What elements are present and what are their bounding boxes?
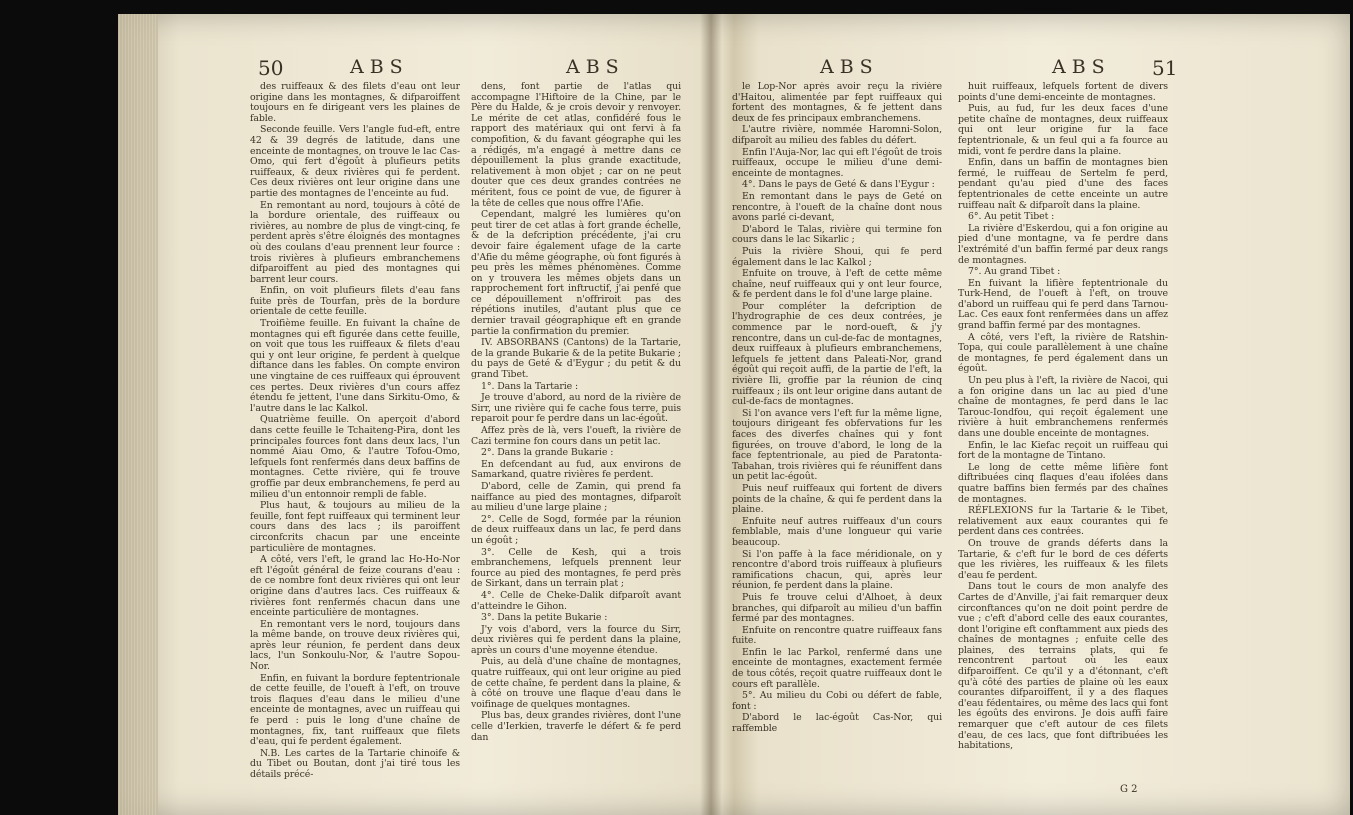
paragraph: Enfin, en fuivant la bordure feptentrionale de cette feuille, de l'oueft à l'eft, on trouve trois flaques d'eau dans le milieu d'une enceinte de montagnes, avec un ruiffeau qui fe perd : puis le long d'une chaîne de montagnes, fix, tant ruiffeaux que filets d'eau, qui fe perdent également.	[250, 672, 460, 748]
left-column-2	[471, 82, 681, 782]
paragraph: RÉFLEXIONS fur la Tartarie & le Tibet, relativement aux eaux courantes qui fe perdent dans ces contrées.	[958, 505, 1168, 538]
paragraph: Enfuite neuf autres ruiffeaux d'un cours femblable, mais d'une longueur qui varie beaucoup.	[732, 515, 942, 548]
left-page-number: 50	[258, 56, 284, 80]
paragraph: Enfin l'Auja-Nor, lac qui eft l'égoût de trois ruiffeaux, occupe le milieu d'une demi-enceinte de montagnes.	[732, 146, 942, 179]
left-header-right: ABS	[566, 56, 625, 78]
paragraph: 3°. Celle de Kesh, qui a trois embranchemens, lefquels prennent leur fource au pied des montagnes, fe perd près de Sirkant, dans un terrain plat ;	[471, 546, 681, 590]
paragraph: 4°. Celle de Cheke-Dalik difparoît avant d'atteindre le Gihon.	[471, 589, 681, 612]
right-column-1	[732, 82, 942, 782]
paragraph: Enfuite on trouve, à l'eft de cette même chaîne, neuf ruiffeaux qui y ont leur fource, & fe perdent dans le fol d'une large plaine.	[732, 268, 942, 301]
left-header-left: ABS	[350, 56, 409, 78]
paragraph: 7°. Au grand Tibet :	[968, 266, 1061, 278]
paragraph: D'abord, celle de Zamin, qui prend fa naiffance au pied des montagnes, difparoît au milieu d'une large plaine ;	[471, 480, 681, 514]
paragraph: Si l'on paffe à la face méridionale, on y rencontre d'abord trois ruiffeaux à plufieurs ramifications chacun, qui, après leur réunion, fe perdent dans la plaine.	[732, 548, 942, 592]
paragraph: Puis la rivière Shoui, qui fe perd également dans le lac Kalkol ;	[732, 245, 942, 268]
paragraph: En remontant au nord, toujours à côté de la bordure orientale, des ruiffeaux ou rivières, au nombre de plus de vingt-cinq, fe perdent après s'être éloignés des montagnes où des coulans d'eau prennent leur fource : trois rivières à plufieurs embranchemens difparoiffent au pied des montagnes qui barrent leur cours.	[250, 199, 460, 285]
book-gutter	[700, 14, 722, 815]
paragraph: Puis, au fud, fur les deux faces d'une petite chaîne de montagnes, deux ruiffeaux qui ont leur origine fur la face feptentrionale, & un feul qui a fa fource au midi, vont fe perdre dans la plaine.	[958, 103, 1168, 157]
paragraph: D'abord le Talas, rivière qui termine fon cours dans le lac Sikarlic ;	[732, 223, 942, 246]
paragraph: Si l'on avance vers l'eft fur la même ligne, toujours dirigeant fes obfervations fur les faces des diverfes chaînes qui y font figurées, on trouve d'abord, le long de la face feptentrionale, au pied de Paratonta-Tabahan, trois rivières qui fe réuniffent dans un petit lac-égoût.	[732, 407, 942, 483]
paragraph: IV. ABSORBANS (Cantons) de la Tartarie, de la grande Bukarie & de la petite Bukarie ; du pays de Geté & d'Eygur ; du petit & du grand Tibet.	[471, 337, 681, 381]
paragraph: Seconde feuille. Vers l'angle fud-eft, entre 42 & 39 degrés de latitude, dans une enceinte de montagnes, on trouve le lac Cas-Omo, qui fert d'égoût à plufieurs petits ruiffeaux, & deux rivières qui fe perdent. Ces deux rivières ont leur origine dans une partie des montagnes de l'enceinte au fud.	[250, 124, 460, 199]
paragraph: N.B. Les cartes de la Tartarie chinoife & du Tibet ou Boutan, dont j'ai tiré tous les détails précé-	[250, 747, 460, 780]
signature-mark: G 2	[1120, 784, 1138, 795]
paragraph: 6°. Au petit Tibet :	[968, 211, 1055, 223]
paragraph: D'abord le lac-égoût Cas-Nor, qui raffemble	[732, 712, 942, 735]
paragraph: Affez près de là, vers l'oueft, la rivière de Cazi termine fon cours dans un petit lac.	[471, 425, 681, 447]
paragraph: Le long de cette même lifière font diftribuées cinq flaques d'eau ifolées dans quatre baffins bien fermés par des chaînes de montagnes.	[958, 461, 1168, 505]
paragraph: A côté, vers l'eft, le grand lac Ho-Ho-Nor eft l'égoût général de feize courans d'eau : de ce nombre font deux rivières qui ont leur origine dans d'autres lacs. Ces ruiffeaux & rivières font renfermés chacun dans une enceinte particulière de montagnes.	[250, 554, 460, 619]
paragraph: 5°. Au milieu du Cobi ou défert de fable, font :	[732, 690, 942, 712]
paragraph: Enfin le lac Parkol, renfermé dans une enceinte de montagnes, exactement fermée de tous côtés, reçoit quatre ruiffeaux dont le cours eft parallèle.	[732, 646, 942, 690]
paragraph: huit ruiffeaux, lefquels fortent de divers points d'une demi-enceinte de montagnes.	[958, 82, 1168, 103]
paragraph: 1°. Dans la Tartarie :	[481, 380, 579, 392]
paragraph: Plus bas, deux grandes rivières, dont l'une celle d'Ierkien, traverfe le défert & fe perd dan	[471, 710, 681, 743]
paragraph: Dans tout le cours de mon analyfe des Cartes de d'Anville, j'ai fait remarquer deux circonftances qu'on ne doit point perdre de vue ; c'eft d'abord celle des eaux courantes, dont l'origine eft conftamment aux pieds des chaînes de montagnes ; enfuite celle des plaines, des terrains plats, qui fe rencontrent partout où les eaux difparoiffent. Ce qu'il y a d'étonnant, c'eft qu'à côté des parties de plaine où les eaux courantes difparoiffent, il y a des flaques d'eau fédentaires, ou même des lacs qui font les égoûts des environs. Je dois auffi faire remarquer que c'eft autour de ces filets d'eau, de ces lacs, que font diftribuées les habitations,	[958, 581, 1168, 752]
paragraph: 4°. Dans le pays de Geté & dans l'Eygur :	[742, 179, 935, 191]
paragraph: A côté, vers l'eft, la rivière de Ratshin-Topa, qui coule parallèlement à une chaîne de montagnes, fe perd également dans un égoût.	[958, 331, 1168, 375]
paragraph: Enfin, le lac Kiefac reçoit un ruiffeau qui fort de la montagne de Tintano.	[958, 439, 1168, 462]
paragraph: La rivière d'Eskerdou, qui a fon origine au pied d'une montagne, va fe perdre dans l'extrémité d'un baffin fermé par deux rangs de montagnes.	[958, 222, 1168, 266]
paragraph: 3°. Dans la petite Bukarie :	[481, 612, 608, 624]
paragraph: Pour compléter la defcription de l'hydrographie de ces deux contrées, je commence par le nord-oueft, & j'y rencontre, dans un cul-de-fac de montagnes, deux ruiffeaux à plufieurs embranchemens, lefquels fe jettent dans Paleati-Nor, grand égoût qui reçoit auffi, de la partie de l'eft, la rivière Ili, groffie par la réunion de cinq ruiffeaux ; ils ont leur origine dans autant de cul-de-facs de montagnes.	[732, 300, 942, 408]
right-column-2	[958, 82, 1168, 782]
paragraph: Puis neuf ruiffeaux qui fortent de divers points de la chaîne, & qui fe perdent dans la plaine.	[732, 482, 942, 516]
paragraph: En remontant vers le nord, toujours dans la même bande, on trouve deux rivières qui, après leur réunion, fe perdent dans deux lacs, l'un Sonkoulu-Nor, & l'autre Sopou-Nor.	[250, 618, 460, 673]
paragraph: Enfin, on voit plufieurs filets d'eau fans fuite près de Tourfan, près de la bordure orientale de cette feuille.	[250, 285, 460, 318]
right-page-number: 51	[1152, 56, 1178, 80]
paragraph: Troifième feuille. En fuivant la chaîne de montagnes qui eft figurée dans cette feuille, on voit que tous les ruiffeaux & filets d'eau qui y ont leur origine, fe perdent à quelque diftance dans les fables. On compte environ une vingtaine de ces ruiffeaux qui éprouvent ces pertes. Deux rivières d'un cours affez étendu fe jettent, l'une dans Sirkitu-Omo, & l'autre dans le lac Kalkol.	[250, 318, 460, 414]
paragraph: On trouve de grands déferts dans la Tartarie, & c'eft fur le bord de ces déferts que les rivières, les ruiffeaux & les filets d'eau fe perdent.	[958, 537, 1168, 581]
paragraph: Enfin, dans un baffin de montagnes bien fermé, le ruiffeau de Sertelm fe perd, pendant qu'au pied d'une des faces feptentrionales de cette enceinte un autre ruiffeau naît & difparoît dans la plaine.	[958, 157, 1168, 211]
paragraph: En remontant dans le pays de Geté on rencontre, à l'oueft de la chaîne dont nous avons parlé ci-devant,	[732, 190, 942, 224]
paragraph: Quatrième feuille. On aperçoit d'abord dans cette feuille le Tchaiteng-Pira, dont les principales fources font dans deux lacs, l'un nommé Aiau Omo, & l'autre Tofou-Omo, lefquels font renfermés dans deux baffins de montagnes. Cette rivière, qui fe trouve groffie par deux embranchemens, fe perd au milieu d'un entonnoir rempli de fable.	[250, 414, 460, 500]
paragraph: Enfuite on rencontre quatre ruiffeaux fans fuite.	[732, 624, 942, 647]
paragraph: L'autre rivière, nommée Haromni-Solon, difparoît au milieu des fables du défert.	[732, 124, 942, 146]
paragraph: J'y vois d'abord, vers la fource du Sirr, deux rivières qui fe perdent dans la plaine, après un cours d'une moyenne étendue.	[471, 623, 681, 656]
paragraph: 2°. Dans la grande Bukarie :	[481, 447, 614, 459]
paragraph: des ruiffeaux & des filets d'eau ont leur origine dans les montagnes, & difparoiffent toujours en fe dirigeant vers les plaines de fable.	[250, 82, 460, 124]
paragraph: le Lop-Nor après avoir reçu la rivière d'Haitou, alimentée par fept ruiffeaux qui fortent des montagnes, & fe jettent dans deux de fes principaux embranchemens.	[732, 82, 942, 124]
right-header-right: ABS	[1052, 56, 1111, 78]
paragraph: En fuivant la lifière feptentrionale du Turk-Hend, de l'oueft à l'eft, on trouve d'abord un ruiffeau qui fe perd dans Tarnou-Lac. Ces eaux font renfermées dans un affez grand baffin fermé par des montagnes.	[958, 277, 1168, 332]
paragraph: Un peu plus à l'eft, la rivière de Nacoi, qui a fon origine dans un lac au pied d'une chaîne de montagnes, fe perd dans le lac Tarouc-Iondfou, qui reçoit également une rivière à huit embranchemens renfermés dans une double enceinte de montagnes.	[958, 375, 1168, 439]
left-column-1	[250, 82, 460, 782]
paragraph: 2°. Celle de Sogd, formée par la réunion de deux ruiffeaux dans un lac, fe perd dans un égoût ;	[471, 513, 681, 546]
paragraph: Puis fe trouve celui d'Alhoet, à deux branches, qui difparoît au milieu d'un baffin fermé par des montagnes.	[732, 591, 942, 625]
paragraph: dens, font partie de l'atlas qui accompagne l'Hiftoire de la Chine, par le Père du Halde, & je crois devoir y renvoyer. Le mérite de cet atlas, confidéré fous le rapport des matériaux qui ont fervi à fa compofition, & du favant géographe qui les a rédigés, m'a engagé à mettre dans ce dépouillement la plus grande exactitude, relativement à mon objet ; car on ne peut douter que ces deux grandes contrées ne méritent, fous ce point de vue, de figurer à la tête de celles que nous offre l'Afie.	[471, 82, 681, 209]
page-edges	[118, 14, 158, 815]
paragraph: Je trouve d'abord, au nord de la rivière de Sirr, une rivière qui fe cache fous terre, puis reparoit pour fe perdre dans un lac-égoût.	[471, 392, 681, 425]
paragraph: En defcendant au fud, aux environs de Samarkand, quatre rivières fe perdent.	[471, 458, 681, 481]
paragraph: Plus haut, & toujours au milieu de la feuille, font fept ruiffeaux qui terminent leur cours dans des lacs ; ils paroiffent circonfcrits chacun par une enceinte particulière de montagnes.	[250, 500, 460, 554]
paragraph: Puis, au delà d'une chaîne de montagnes, quatre ruiffeaux, qui ont leur origine au pied de cette chaîne, fe perdent dans la plaine, & à côté on trouve une flaque d'eau dans le voifinage de quelques montagnes.	[471, 656, 681, 710]
right-header-left: ABS	[820, 56, 879, 78]
paragraph: Cependant, malgré les lumières qu'on peut tirer de cet atlas à fort grande échelle, & de la defcription précédente, j'ai cru devoir faire également ufage de la carte d'Afie du même géographe, où font figurés à peu près les mêmes phénomènes. Comme on y trouvera les mêmes objets dans un rapprochement fort inftructif, j'ai penfé que ce dépouillement n'offriroit pas des répétions inutiles, d'autant plus que ce dernier travail géographique eft en grande partie la confirmation du premier.	[471, 209, 681, 337]
